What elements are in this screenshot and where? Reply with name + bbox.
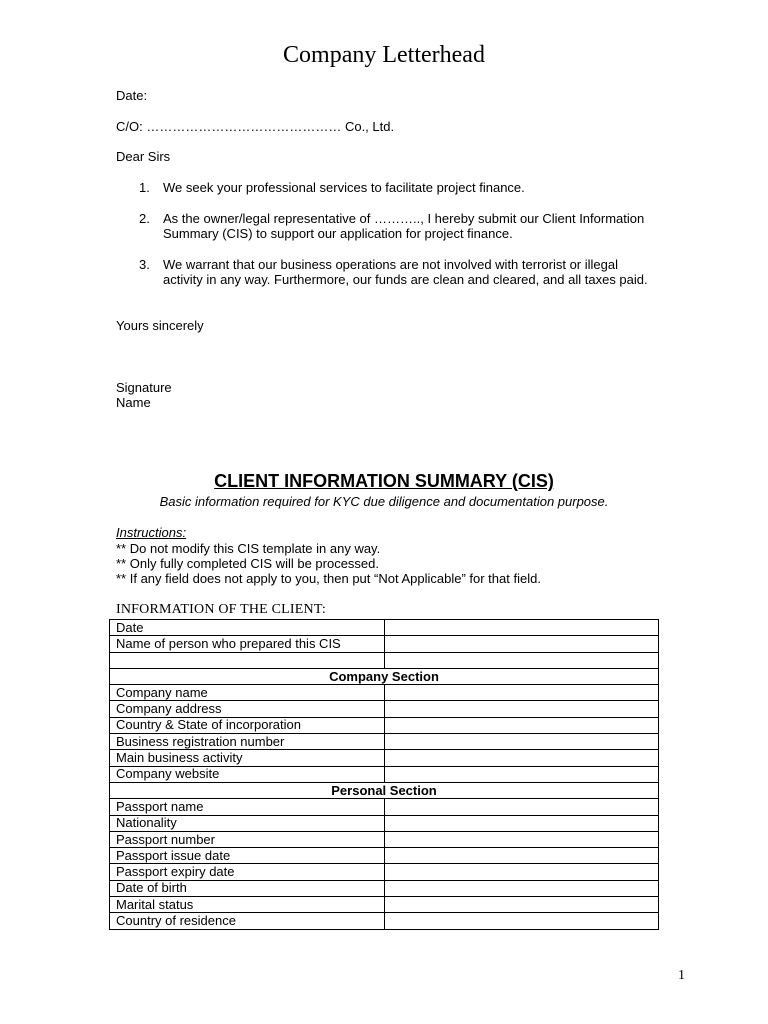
field-label: Company address	[110, 701, 385, 717]
instruction-item: ** If any field does not apply to you, then put “Not Applicable” for that field.	[116, 571, 541, 586]
field-label: Name of person who prepared this CIS	[110, 636, 385, 652]
closing: Yours sincerely	[116, 318, 204, 333]
list-item-number: 2.	[139, 210, 150, 226]
section-header-row	[110, 668, 659, 684]
field-value-cell[interactable]	[385, 734, 659, 750]
client-info-table	[109, 619, 659, 930]
personal-section-heading: Personal Section	[110, 782, 659, 798]
field-label: Company website	[110, 766, 385, 782]
table-row	[110, 799, 659, 815]
table-row	[110, 750, 659, 766]
field-label: Marital status	[110, 897, 385, 913]
table-row	[110, 636, 659, 652]
table-row	[110, 913, 659, 929]
field-label: Passport expiry date	[110, 864, 385, 880]
field-value-cell[interactable]	[385, 701, 659, 717]
client-info-heading: INFORMATION OF THE CLIENT:	[116, 602, 326, 617]
list-item	[116, 180, 656, 196]
field-value-cell[interactable]	[385, 620, 659, 636]
field-value-cell[interactable]	[385, 897, 659, 913]
field-value-cell[interactable]	[385, 848, 659, 864]
table-row	[110, 848, 659, 864]
cis-subtitle: Basic information required for KYC due diligence and documentation purpose.	[159, 494, 609, 509]
field-label: Business registration number	[110, 734, 385, 750]
field-value-cell[interactable]	[385, 799, 659, 815]
field-label: Country & State of incorporation	[110, 717, 385, 733]
list-item-text: We warrant that our business operations are not involved with terrorist or illegal activity in any way. Furthermore, our funds are clean and cleared, and all taxes paid.	[163, 256, 648, 287]
care-of-line: C/O: ……………………………………… Co., Ltd.	[116, 119, 395, 134]
list-item-text: As the owner/legal representative of ……….., I hereby submit our Client Information Summary (CIS) to support our application for project finance.	[163, 210, 645, 241]
field-value-cell[interactable]	[385, 652, 659, 668]
field-label	[110, 652, 385, 668]
field-label: Passport name	[110, 799, 385, 815]
section-header-row	[110, 782, 659, 798]
instruction-item: ** Do not modify this CIS template in any way.	[116, 541, 381, 556]
list-item-number: 1.	[139, 180, 150, 195]
table-row	[110, 717, 659, 733]
signature-label: Signature	[116, 380, 172, 395]
table-row	[110, 766, 659, 782]
company-section-heading: Company Section	[110, 668, 659, 684]
list-item	[116, 211, 656, 242]
field-value-cell[interactable]	[385, 831, 659, 847]
field-label: Date	[110, 620, 385, 636]
field-label: Country of residence	[110, 913, 385, 929]
page-number: 1	[678, 968, 685, 983]
field-value-cell[interactable]	[385, 864, 659, 880]
table-row	[110, 815, 659, 831]
letterhead-title: Company Letterhead	[283, 42, 485, 68]
list-item	[116, 257, 656, 288]
field-label: Company name	[110, 685, 385, 701]
field-value-cell[interactable]	[385, 717, 659, 733]
field-label: Nationality	[110, 815, 385, 831]
field-value-cell[interactable]	[385, 685, 659, 701]
list-item-text: We seek your professional services to facilitate project finance.	[163, 180, 525, 195]
table-row	[110, 864, 659, 880]
field-value-cell[interactable]	[385, 880, 659, 896]
field-value-cell[interactable]	[385, 815, 659, 831]
cis-title: CLIENT INFORMATION SUMMARY (CIS)	[214, 471, 554, 491]
table-row	[110, 734, 659, 750]
table-row	[110, 831, 659, 847]
list-item-number: 3.	[139, 256, 150, 272]
field-label: Passport issue date	[110, 848, 385, 864]
field-value-cell[interactable]	[385, 913, 659, 929]
field-value-cell[interactable]	[385, 636, 659, 652]
date-label: Date:	[116, 88, 148, 103]
field-label: Date of birth	[110, 880, 385, 896]
request-list	[116, 180, 656, 288]
table-row	[110, 652, 659, 668]
field-label: Main business activity	[110, 750, 385, 766]
field-value-cell[interactable]	[385, 750, 659, 766]
salutation: Dear Sirs	[116, 149, 171, 164]
name-label: Name	[116, 395, 151, 410]
field-label: Passport number	[110, 831, 385, 847]
instruction-item: ** Only fully completed CIS will be processed.	[116, 556, 380, 571]
table-row	[110, 880, 659, 896]
table-row	[110, 701, 659, 717]
table-row	[110, 620, 659, 636]
instructions-heading: Instructions:	[116, 525, 187, 540]
table-row	[110, 897, 659, 913]
field-value-cell[interactable]	[385, 766, 659, 782]
table-row	[110, 685, 659, 701]
